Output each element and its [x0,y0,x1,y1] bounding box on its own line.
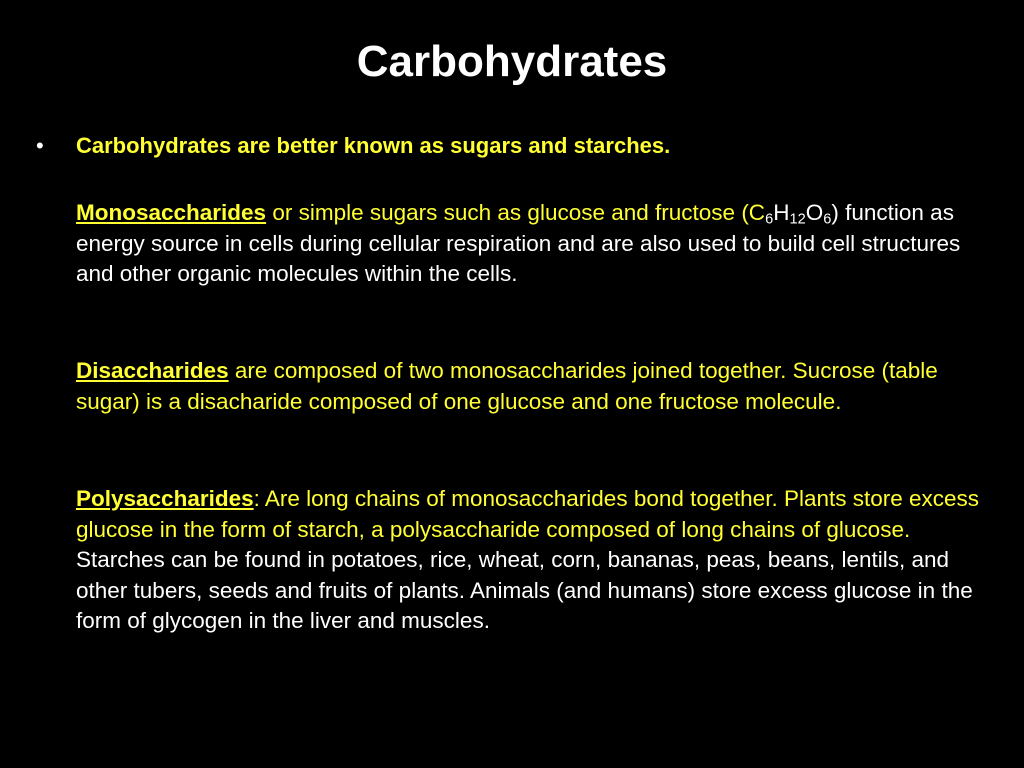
formula-sub-o: 6 [823,211,832,228]
formula-o: O [805,200,824,225]
polysaccharides-text-white: Starches can be found in potatoes, rice, wheat, corn, bananas, peas, beans, lentils, and other tubers, seeds and fruits of plants. Animals (and humans) store excess glucose in the form of glycogen in the liver and muscles. [76,547,973,633]
formula-sub-c: 6 [765,211,774,228]
slide-title: Carbohydrates [356,37,668,86]
bullet-text: Carbohydrates are better known as sugars and starches. [76,133,671,158]
disaccharides-paragraph [76,356,996,417]
polysaccharides-term: Polysaccharides [76,486,254,511]
disaccharides-text: are composed of two monosaccharides joined together. Sucrose (table sugar) is a disacharide composed of one glucose and one fructose molecule. [76,358,938,414]
polysaccharides-paragraph [76,484,996,637]
monosaccharides-text-white: ) function as energy source in cells during cellular respiration and are also used to build cell structures and other organic molecules within the cells. [76,200,961,286]
monosaccharides-text-yellow: or simple sugars such as glucose and fructose (C [266,200,766,225]
monosaccharides-term: Monosaccharides [76,200,267,225]
monosaccharides-paragraph [76,198,996,290]
polysaccharides-text-yellow: : Are long chains of monosaccharides bond together. Plants store excess glucose in the form of starch, a polysaccharide composed of long chains of glucose. [76,486,980,542]
formula-sub-h: 12 [789,211,806,228]
formula-h: H [773,200,790,225]
bullet-marker: • [36,133,44,158]
disaccharides-term: Disaccharides [76,358,229,383]
